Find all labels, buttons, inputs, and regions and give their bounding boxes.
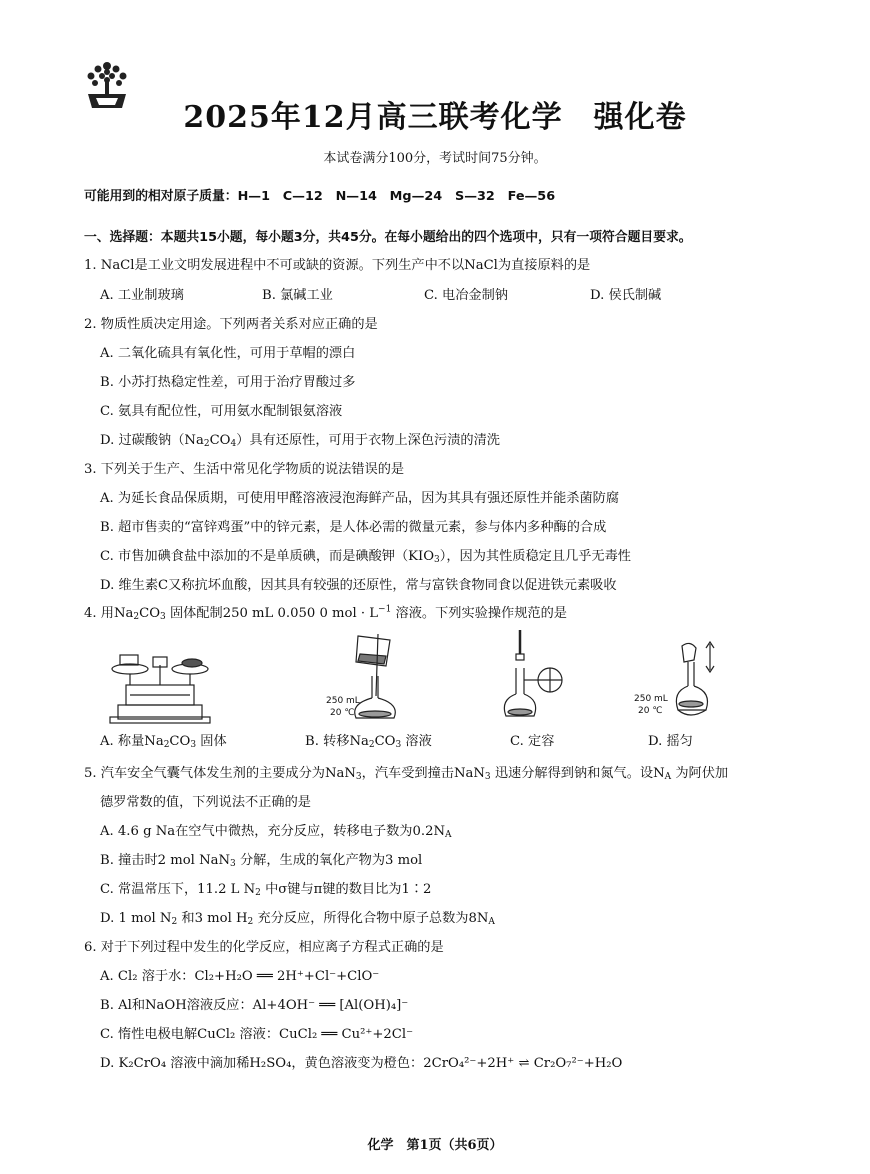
- q5-option-a: A. 4.6 g Na在空气中微热，充分反应，转移电子数为$0.2N_A$: [100, 824, 452, 840]
- q6-option-b: B. Al和NaOH溶液反应：Al+4OH⁻ ══ [Al(OH)₄]⁻: [100, 998, 409, 1013]
- q5-option-c: C. 常温常压下，11.2 L $N_2$ 中σ键与π键的数目比为1∶2: [100, 882, 432, 898]
- flask-temp-b: 20 ℃: [330, 708, 355, 718]
- q3-option-d: D. 维生素C又称抗坏血酸，因其具有较强的还原性，常与富铁食物同食以促进铁元素吸收: [100, 578, 617, 593]
- constant-volume-figure: [498, 628, 578, 724]
- question-5-stem-2: 德罗常数的值，下列说法不正确的是: [100, 795, 311, 810]
- q1-option-b: B. 氯碱工业: [262, 288, 333, 303]
- q2-option-b: B. 小苏打热稳定性差，可用于治疗胃酸过多: [100, 375, 356, 390]
- question-6-stem: 6. 对于下列过程中发生的化学反应，相应离子方程式正确的是: [84, 940, 444, 955]
- q2-option-a: A. 二氧化硫具有氧化性，可用于草帽的漂白: [100, 346, 356, 361]
- balance-figure: [100, 645, 220, 725]
- q1-option-a: A. 工业制玻璃: [100, 288, 184, 303]
- q4-option-c: C. 定容: [510, 734, 555, 749]
- question-5-stem-1: 5. 汽车安全气囊气体发生剂的主要成分为NaN$_3$，汽车受到撞击NaN$_3$ 迅速分解得到钠和氮气。设$N_A$ 为阿伏加: [84, 766, 729, 782]
- q2-option-d: D. 过碳酸钠$(Na_2CO_4)$具有还原性，可用于衣物上深色污渍的清洗: [100, 433, 500, 449]
- page-footer: 化学 第1页（共6页）: [367, 1138, 503, 1153]
- q3-option-a: A. 为延长食品保质期，可使用甲醛溶液浸泡海鲜产品，因为其具有强还原性并能杀菌防腐: [100, 491, 620, 506]
- q6-option-c: C. 惰性电极电解CuCl₂ 溶液：CuCl₂ ══ Cu²⁺+2Cl⁻: [100, 1027, 414, 1042]
- page-title: 2025年12月高三联考化学 强化卷: [183, 100, 687, 135]
- q2-option-c: C. 氨具有配位性，可用氨水配制银氨溶液: [100, 404, 343, 419]
- flask-temp-d: 20 ℃: [638, 706, 663, 716]
- q3-option-c: C. 市售加碘食盐中添加的不是单质碘，而是碘酸钾$(KIO_3)$，因为其性质稳定且几乎无毒性: [100, 549, 631, 565]
- q5-option-d: D. 1 mol $N_2$ 和3 mol $H_2$ 充分反应，所得化合物中原子总数为$8N_A$: [100, 911, 495, 927]
- q4-option-d: D. 摇匀: [648, 734, 693, 749]
- question-4-stem: 4. 用$Na_2CO_3$ 固体配制250 mL 0.050 0 mol · $L^{-1}$ 溶液。下列实验操作规范的是: [84, 604, 567, 622]
- exam-info: 本试卷满分100分，考试时间75分钟。: [323, 151, 547, 166]
- atomic-mass-line: 可能用到的相对原子质量：H—1 C—12 N—14 Mg—24 S—32 Fe—56: [84, 189, 556, 204]
- q1-option-c: C. 电冶金制钠: [424, 288, 508, 303]
- question-1-stem: 1. NaCl是工业文明发展进程中不可或缺的资源。下列生产中不以NaCl为直接原料的是: [84, 258, 591, 273]
- question-3-stem: 3. 下列关于生产、生活中常见化学物质的说法错误的是: [84, 462, 405, 477]
- flask-volume-d: 250 mL: [634, 694, 668, 704]
- q6-option-a: A. Cl₂ 溶于水：Cl₂+H₂O ══ 2H⁺+Cl⁻+ClO⁻: [100, 969, 380, 984]
- q5-option-b: B. 撞击时2 mol NaN$_3$ 分解，生成的氧化产物为3 mol: [100, 853, 423, 869]
- shake-figure: [660, 640, 740, 724]
- question-2-stem: 2. 物质性质决定用途。下列两者关系对应正确的是: [84, 317, 378, 332]
- q4-option-a: A. 称量$Na_2CO_3$ 固体: [100, 734, 227, 750]
- section-heading: 一、选择题：本题共15小题，每小题3分，共45分。在每小题给出的四个选项中，只有一项符合题目要求。: [84, 230, 692, 245]
- q4-option-b: B. 转移$Na_2CO_3$ 溶液: [305, 734, 432, 750]
- q6-option-d: D. K₂CrO₄ 溶液中滴加稀H₂SO₄，黄色溶液变为橙色：2CrO₄²⁻+2H⁺ ⇌ Cr₂O₇²⁻+H₂O: [100, 1056, 623, 1071]
- q1-option-d: D. 侯氏制碱: [590, 288, 662, 303]
- flask-volume-b: 250 mL: [326, 696, 360, 706]
- q3-option-b: B. 超市售卖的“富锌鸡蛋”中的锌元素，是人体必需的微量元素，参与体内多种酶的合成: [100, 520, 607, 535]
